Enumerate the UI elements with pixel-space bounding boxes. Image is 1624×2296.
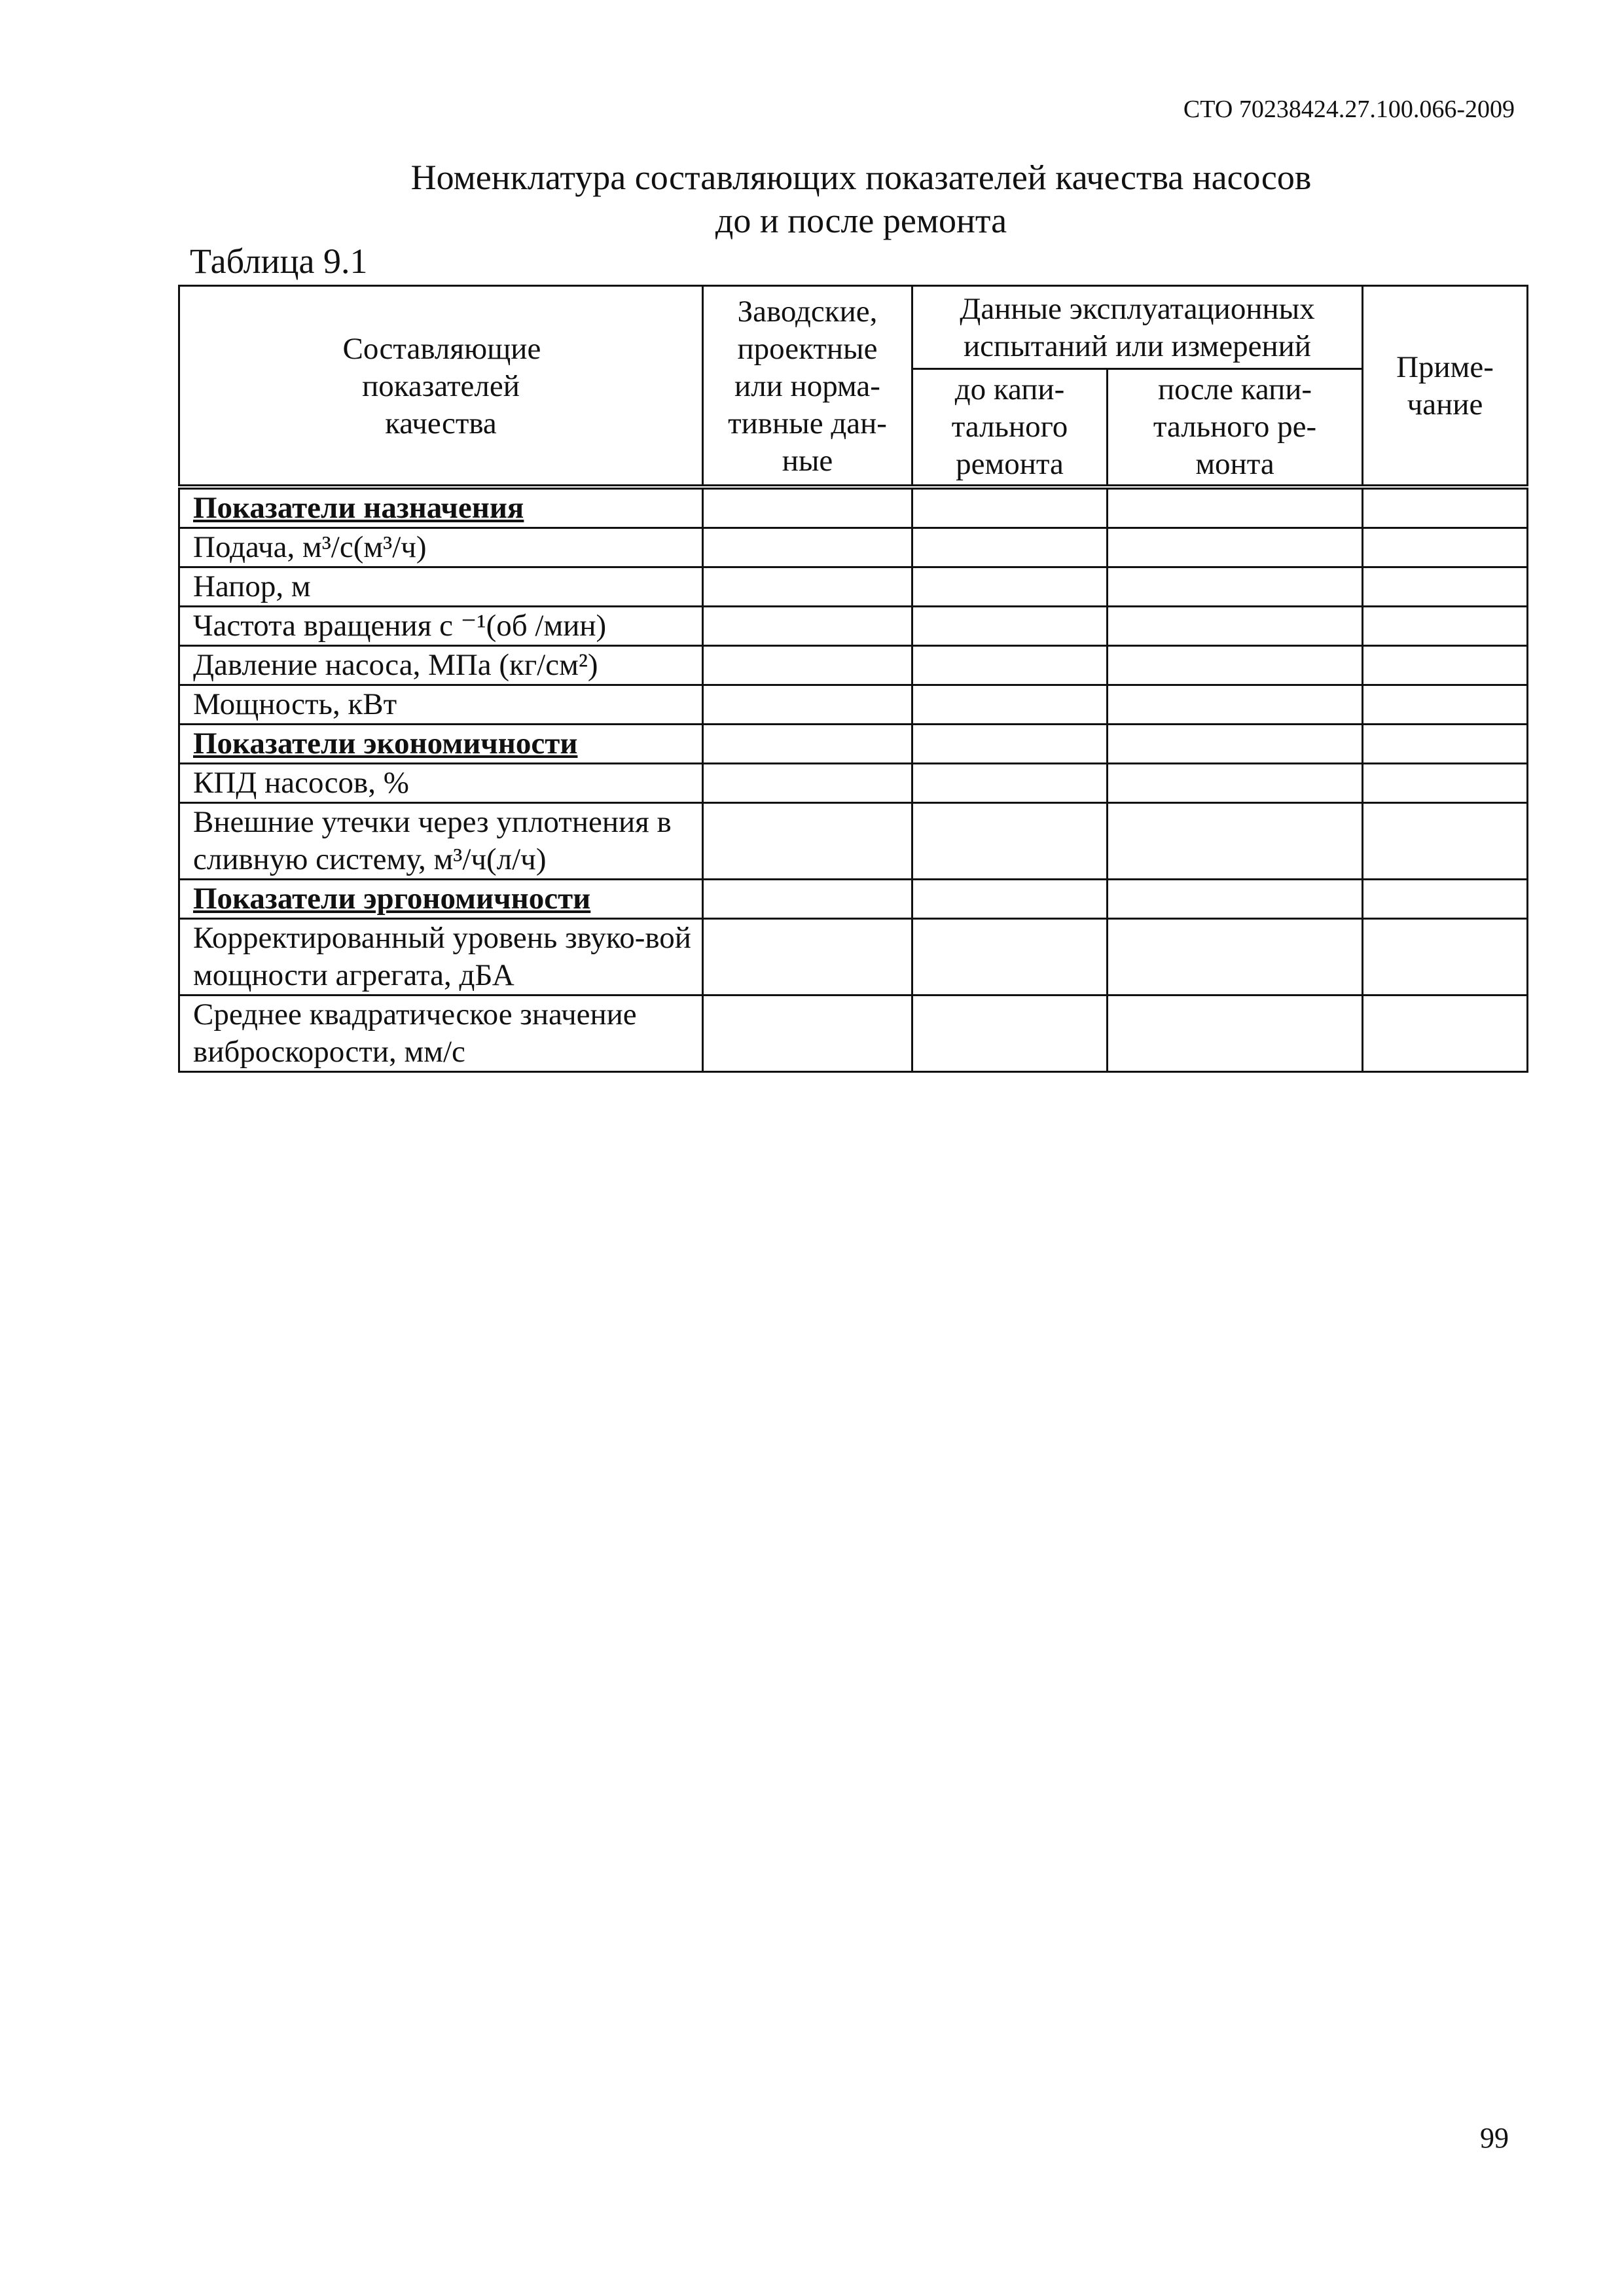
empty-cell <box>703 528 912 567</box>
table-row <box>179 919 1528 996</box>
empty-cell <box>703 487 912 528</box>
document-code: СТО 70238424.27.100.066-2009 <box>1183 96 1515 123</box>
empty-cell <box>1363 764 1528 803</box>
empty-cell <box>703 607 912 646</box>
empty-cell <box>912 919 1108 996</box>
section-heading: Показатели назначения <box>179 487 703 528</box>
empty-cell <box>1363 725 1528 764</box>
empty-cell <box>912 487 1108 528</box>
empty-cell <box>1108 528 1363 567</box>
indicator-label: Среднее квадратическое значение виброскорости, мм/с <box>179 996 703 1072</box>
empty-cell <box>1363 880 1528 919</box>
title-line-1: Номенклатура составляющих показателей качества насосов <box>410 158 1312 197</box>
empty-cell <box>703 803 912 880</box>
empty-cell <box>703 646 912 685</box>
empty-cell <box>912 996 1108 1072</box>
indicator-label: Корректированный уровень звуко-вой мощности агрегата, дБА <box>179 919 703 996</box>
header-operational-data: Данные эксплуатационных испытаний или измерений <box>912 286 1363 369</box>
table-row <box>179 567 1528 607</box>
section-row <box>179 880 1528 919</box>
table-row <box>179 607 1528 646</box>
empty-cell <box>1363 646 1528 685</box>
table-row <box>179 646 1528 685</box>
empty-cell <box>1108 996 1363 1072</box>
table-row <box>179 764 1528 803</box>
quality-indicators-table <box>178 285 1528 1073</box>
empty-cell <box>1108 764 1363 803</box>
section-heading: Показатели эргономичности <box>179 880 703 919</box>
header-after-repair: после капи-тального ре-монта <box>1108 369 1363 488</box>
table-row <box>179 803 1528 880</box>
empty-cell <box>912 803 1108 880</box>
empty-cell <box>1108 919 1363 996</box>
empty-cell <box>1108 685 1363 725</box>
table-label: Таблица 9.1 <box>190 242 368 281</box>
empty-cell <box>912 646 1108 685</box>
empty-cell <box>1108 880 1363 919</box>
indicator-label: Давление насоса, МПа (кг/см²) <box>179 646 703 685</box>
empty-cell <box>912 528 1108 567</box>
empty-cell <box>703 919 912 996</box>
empty-cell <box>1363 607 1528 646</box>
indicator-label: Мощность, кВт <box>179 685 703 725</box>
indicator-label: Напор, м <box>179 567 703 607</box>
empty-cell <box>1108 646 1363 685</box>
empty-cell <box>1108 487 1363 528</box>
section-row <box>179 487 1528 528</box>
table-body <box>179 487 1528 1072</box>
table-row <box>179 996 1528 1072</box>
empty-cell <box>1108 567 1363 607</box>
empty-cell <box>912 725 1108 764</box>
header-before-repair: до капи-тального ремонта <box>912 369 1108 488</box>
empty-cell <box>703 685 912 725</box>
empty-cell <box>703 996 912 1072</box>
empty-cell <box>703 764 912 803</box>
indicator-label: КПД насосов, % <box>179 764 703 803</box>
empty-cell <box>1108 607 1363 646</box>
empty-cell <box>703 567 912 607</box>
page-number: 99 <box>1480 2122 1509 2154</box>
empty-cell <box>1363 803 1528 880</box>
empty-cell <box>1363 487 1528 528</box>
header-note: Приме-чание <box>1363 286 1528 488</box>
title-line-2: до и после ремонта <box>715 201 1007 240</box>
indicator-label: Подача, м³/с(м³/ч) <box>179 528 703 567</box>
empty-cell <box>912 607 1108 646</box>
empty-cell <box>912 764 1108 803</box>
empty-cell <box>1363 567 1528 607</box>
header-components: Составляющие показателей качества <box>179 286 703 488</box>
empty-cell <box>1363 685 1528 725</box>
empty-cell <box>1363 919 1528 996</box>
empty-cell <box>703 725 912 764</box>
empty-cell <box>1363 528 1528 567</box>
empty-cell <box>1108 803 1363 880</box>
document-title <box>0 156 1624 242</box>
section-heading: Показатели экономичности <box>179 725 703 764</box>
header-factory-data: Заводские, проектные или норма-тивные дан-ные <box>703 286 912 488</box>
table-row <box>179 528 1528 567</box>
section-row <box>179 725 1528 764</box>
empty-cell <box>912 880 1108 919</box>
indicator-label: Частота вращения с ⁻¹(об /мин) <box>179 607 703 646</box>
empty-cell <box>912 685 1108 725</box>
empty-cell <box>703 880 912 919</box>
table-row <box>179 685 1528 725</box>
empty-cell <box>1108 725 1363 764</box>
empty-cell <box>1363 996 1528 1072</box>
indicator-label: Внешние утечки через уплотнения в сливную систему, м³/ч(л/ч) <box>179 803 703 880</box>
empty-cell <box>912 567 1108 607</box>
